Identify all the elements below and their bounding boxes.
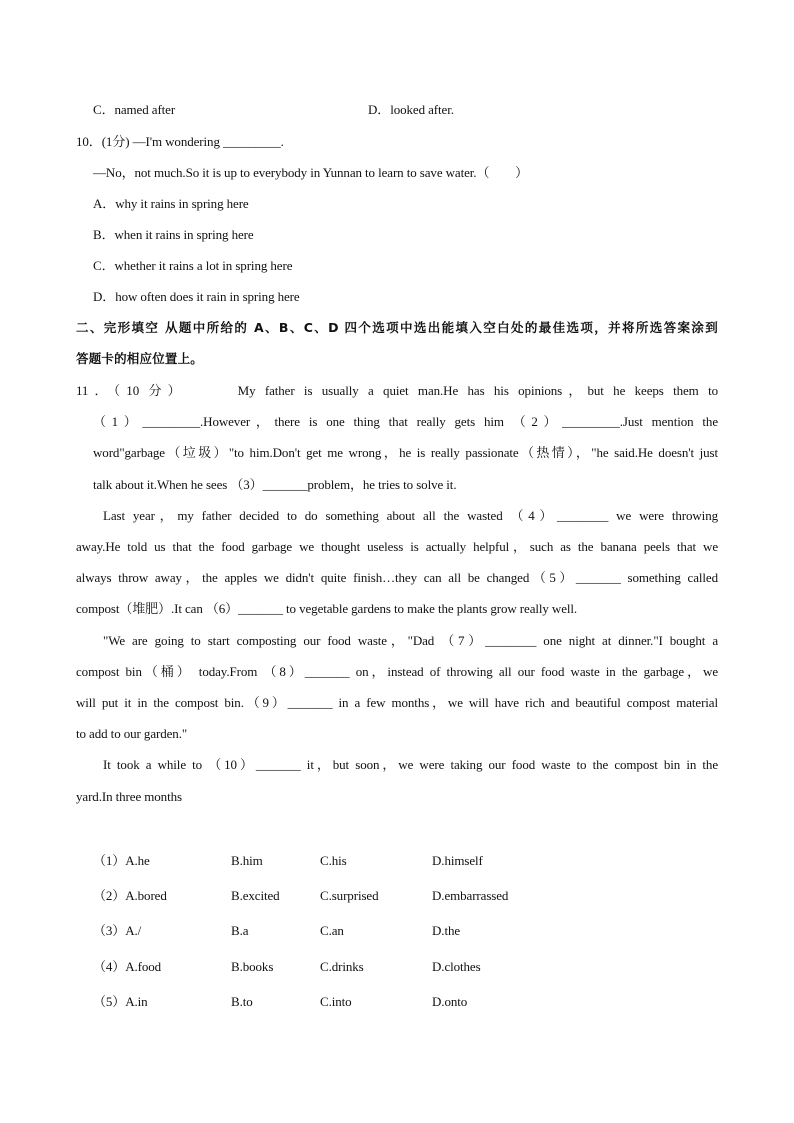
passage-line-4: talk about it.When he sees （3）_______problem，he tries to solve it. (93, 477, 457, 492)
choice-5c: C.into (320, 994, 352, 1009)
choice-1a: （1）A.he (93, 853, 150, 868)
choice-2d: D.embarrassed (432, 888, 509, 903)
section2-heading: 二、完形填空 从题中所给的 A、B、C、D 四个选项中选出能填入空白处的最佳选项，并将所选答案涂到 (76, 320, 718, 335)
choice-2c: C.surprised (320, 888, 379, 903)
passage-line-9: "We are going to start composting our food waste，"Dad （7）________ one night at dinner."I bought a (103, 633, 718, 648)
choice-4b: B.books (231, 959, 274, 974)
q10-reply: —No，not much.So it is up to everybody in Yunnan to learn to save water.（ ） (93, 165, 529, 180)
q10-option-c: C．whether it rains a lot in spring here (93, 258, 293, 273)
choice-2a: （2）A.bored (93, 888, 167, 903)
passage-line-5: Last year，my father decided to do something about all the wasted （4）________ we were throwing (103, 508, 718, 523)
choice-4d: D.clothes (432, 959, 481, 974)
option-c: C．named after (93, 102, 176, 117)
passage-line-10: compost bin（桶） today.From （8）_______ on，instead of throwing all our food waste in the garbage，we (76, 664, 718, 679)
passage-line-14: yard.In three months (76, 789, 182, 804)
choice-3d: D.the (432, 923, 461, 938)
choice-4c: C.drinks (320, 959, 364, 974)
choice-4a: （4）A.food (93, 959, 162, 974)
q10-option-d: D．how often does it rain in spring here (93, 289, 300, 304)
option-d: D．looked after. (368, 102, 454, 117)
q10-option-a: A．why it rains in spring here (93, 196, 249, 211)
passage-line-6: away.He told us that the food garbage we thought useless is actually helpful，such as the banana peels that we (76, 539, 718, 554)
choice-3a: （3）A./ (93, 923, 142, 938)
choice-1c: C.his (320, 853, 347, 868)
section2-heading-cont: 答题卡的相应位置上。 (76, 351, 204, 366)
choice-3c: C.an (320, 923, 344, 938)
choice-1b: B.him (231, 853, 263, 868)
choice-3b: B.a (231, 923, 249, 938)
passage-line-1: 11．（10 分） My father is usually a quiet man.He has his opinions，but he keeps them to (76, 383, 718, 398)
passage-line-2: （1）_________.However，there is one thing that really gets him （2）_________.Just mention the (93, 414, 718, 429)
choice-5b: B.to (231, 994, 253, 1009)
choice-5a: （5）A.in (93, 994, 148, 1009)
passage-line-7: always throw away，the apples we didn't quite finish…they can all be changed（5）_______ something called (76, 570, 718, 585)
passage-line-11: will put it in the compost bin.（9）_______ in a few months，we will have rich and beautiful compost material (76, 695, 718, 710)
passage-line-12: to add to our garden." (76, 726, 188, 741)
choice-1d: D.himself (432, 853, 483, 868)
passage-line-13: It took a while to （10）_______ it，but soon，we were taking our food waste to the compost bin in the (103, 757, 718, 772)
q10-option-b: B．when it rains in spring here (93, 227, 254, 242)
passage-line-3: word"garbage（垃圾）"to him.Don't get me wrong，he is really passionate（热情），"he said.He doesn't just (93, 445, 718, 460)
q10-stem: 10．(1分) —I'm wondering _________. (76, 134, 284, 149)
passage-line-8: compost（堆肥）.It can （6）_______ to vegetable gardens to make the plants grow really well. (76, 601, 578, 616)
choice-5d: D.onto (432, 994, 468, 1009)
choice-2b: B.excited (231, 888, 280, 903)
